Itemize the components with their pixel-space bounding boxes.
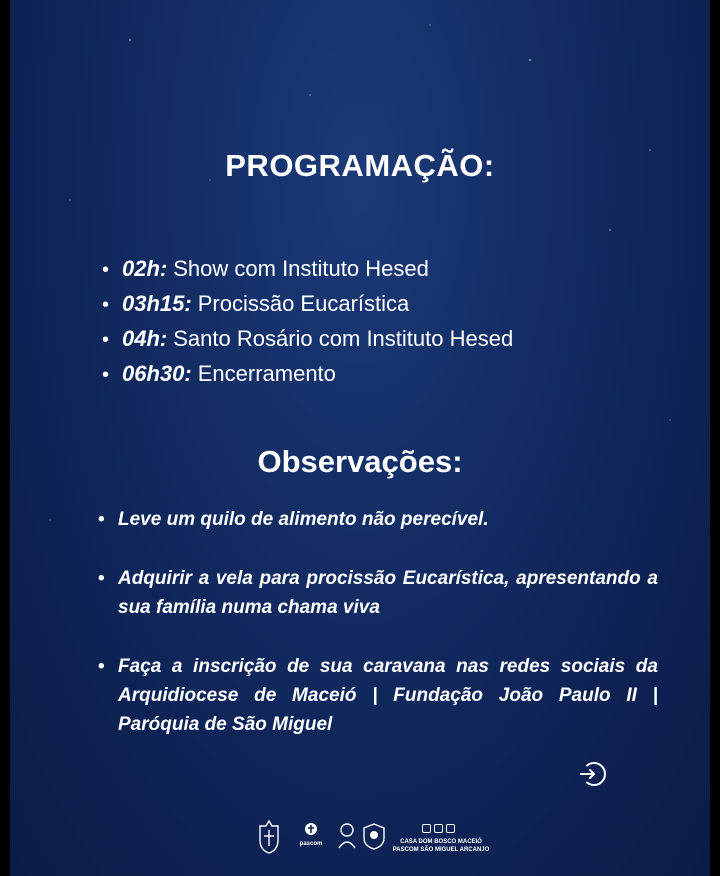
schedule-description: Procissão Eucarística xyxy=(197,291,410,316)
bullet: • xyxy=(98,656,105,677)
bullet: • xyxy=(102,364,110,386)
footer-credits xyxy=(386,838,496,854)
schedule-description: Encerramento xyxy=(197,361,336,386)
event-poster xyxy=(10,0,710,876)
social-icons xyxy=(422,824,455,833)
schedule-title: PROGRAMAÇÃO: xyxy=(225,148,495,183)
instagram-icon xyxy=(422,824,431,833)
sponsor-logos xyxy=(256,818,496,858)
observation-text: Leve um quilo de alimento não perecível. xyxy=(118,509,489,530)
schedule-description: Show com Instituto Hesed xyxy=(173,256,429,281)
schedule-time: 03h15: xyxy=(122,291,192,316)
observation-text: Faça a inscrição de sua caravana nas redes sociais da Arquidiocese de Maceió | Fundação João Paulo II | Paróquia de São Miguel xyxy=(118,656,658,735)
observation-text: Adquirir a vela para procissão Eucarística, apresentando a sua família numa chama viva xyxy=(118,568,658,618)
bullet: • xyxy=(102,259,110,281)
schedule-item xyxy=(102,252,513,287)
schedule-time: 02h: xyxy=(122,256,168,281)
schedule-list xyxy=(102,252,513,392)
bullet: • xyxy=(98,568,105,589)
schedule-item xyxy=(102,322,513,357)
schedule-item xyxy=(102,287,513,322)
bullet: • xyxy=(102,294,110,316)
schedule-description: Santo Rosário com Instituto Hesed xyxy=(173,326,514,351)
schedule-item xyxy=(102,357,513,392)
pascom-logo xyxy=(296,822,326,848)
saint-michael-shield-icon xyxy=(362,822,386,850)
observation-item xyxy=(98,564,658,622)
observations-title: Observações: xyxy=(257,444,463,479)
starry-background xyxy=(10,0,710,876)
footer-line-2: PASCOM SÃO MIGUEL ARCANJO xyxy=(392,847,490,853)
schedule-time: 04h: xyxy=(122,326,168,351)
pascom-icon xyxy=(304,822,318,836)
arrow-right-circle-icon xyxy=(578,760,606,788)
observation-item xyxy=(98,652,658,739)
observation-item xyxy=(98,505,658,534)
dom-bosco-logo-icon xyxy=(336,822,358,852)
facebook-icon xyxy=(434,824,443,833)
bullet: • xyxy=(102,329,110,351)
pascom-label: pascom xyxy=(299,841,323,847)
schedule-time: 06h30: xyxy=(122,361,192,386)
next-button[interactable] xyxy=(578,760,606,788)
bullet: • xyxy=(98,509,105,530)
archdiocese-crest-icon xyxy=(256,820,282,854)
youtube-icon xyxy=(446,824,455,833)
footer-line-1: CASA DOM BOSCO MACEIÓ xyxy=(400,839,482,845)
